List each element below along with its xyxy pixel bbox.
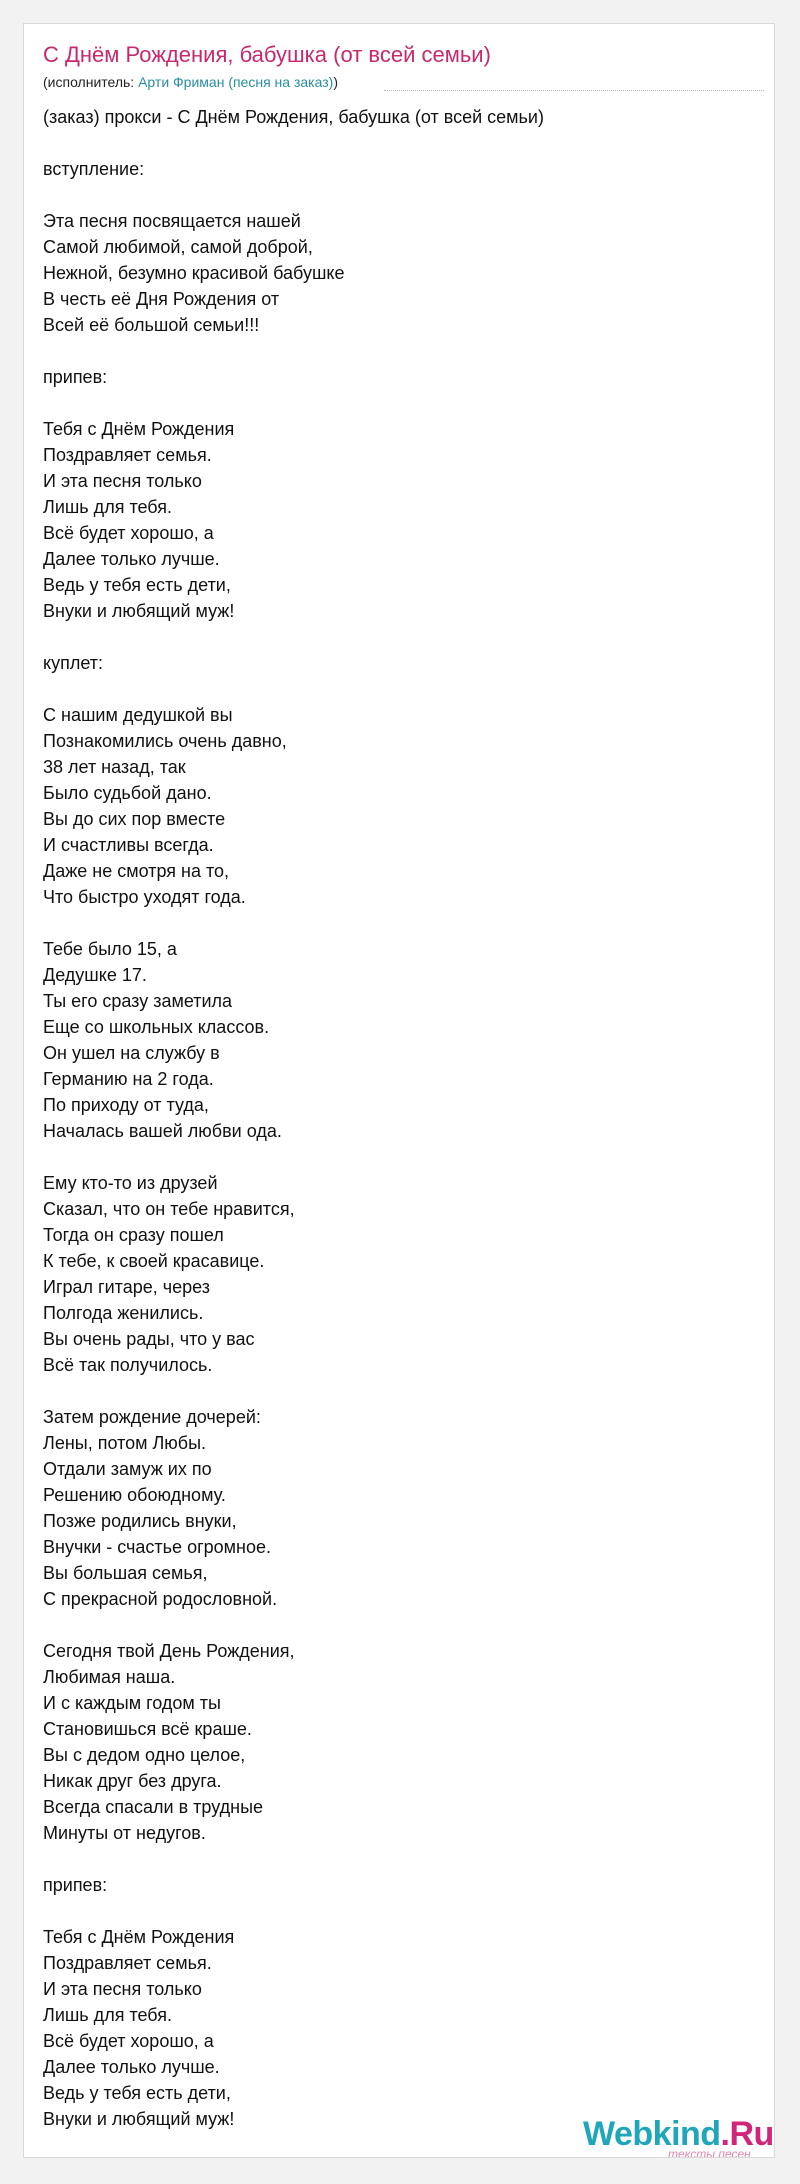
stanza-gap	[43, 1612, 743, 1638]
stanza-gap	[43, 676, 743, 702]
lyric-line: Никак друг без друга.	[43, 1771, 222, 1791]
subtitle-prefix: (исполнитель:	[43, 74, 139, 90]
lyric-line: Самой любимой, самой доброй,	[43, 237, 313, 257]
lyric-line: Любимая наша.	[43, 1667, 176, 1687]
lyric-line: Лишь для тебя.	[43, 497, 172, 517]
lyrics-card	[23, 23, 775, 2158]
stanza-gap	[43, 338, 743, 364]
artist-link[interactable]: Арти Фриман (песня на заказ)	[138, 74, 334, 90]
lyric-line: Германию на 2 года.	[43, 1069, 214, 1089]
lyric-line: Затем рождение дочерей:	[43, 1407, 261, 1427]
lyric-line: Вы до сих пор вместе	[43, 809, 226, 829]
stanza-gap	[43, 1898, 743, 1924]
lyric-line: вступление:	[43, 159, 145, 179]
lyric-line: Всегда спасали в трудные	[43, 1797, 264, 1817]
lyric-line: Решению обоюдному.	[43, 1485, 226, 1505]
lyric-line: Всё будет хорошо, а	[43, 2031, 214, 2051]
lyric-line: Позже родились внуки,	[43, 1511, 237, 1531]
lyric-line: Вы с дедом одно целое,	[43, 1745, 246, 1765]
lyric-line: Ему кто-то из друзей	[43, 1173, 218, 1193]
logo-domain: .Ru	[720, 2115, 774, 2153]
stanza-gap	[43, 390, 743, 416]
lyric-line: С нашим дедушкой вы	[43, 705, 233, 725]
lyric-line: По приходу от туда,	[43, 1095, 209, 1115]
stanza-gap	[43, 1378, 743, 1404]
lyric-line: Внуки и любящий муж!	[43, 2109, 235, 2129]
lyric-line: Внучки - счастье огромное.	[43, 1537, 272, 1557]
lyric-line: Было судьбой дано.	[43, 783, 212, 803]
lyric-line: Отдали замуж их по	[43, 1459, 212, 1479]
lyric-line: Полгода женились.	[43, 1303, 204, 1323]
lyric-line: (заказ) прокси - С Днём Рождения, бабушка (от всей семьи)	[43, 107, 544, 127]
lyric-line: Дедушке 17.	[43, 965, 147, 985]
lyric-line: Минуты от недугов.	[43, 1823, 206, 1843]
lyric-line: И счастливы всегда.	[43, 835, 214, 855]
lyric-line: Всей её большой семьи!!!	[43, 315, 260, 335]
lyric-line: Становишься всё краше.	[43, 1719, 252, 1739]
lyric-line: 38 лет назад, так	[43, 757, 186, 777]
lyric-line: Ведь у тебя есть дети,	[43, 2083, 231, 2103]
lyric-line: Что быстро уходят года.	[43, 887, 246, 907]
lyric-line: припев:	[43, 1875, 108, 1895]
lyric-line: Тогда он сразу пошел	[43, 1225, 224, 1245]
logo-tagline: тексты песен	[668, 2147, 751, 2158]
lyric-line: Тебя с Днём Рождения	[43, 1927, 235, 1947]
site-logo[interactable]	[583, 2116, 773, 2158]
lyric-line: Эта песня посвящается нашей	[43, 211, 301, 231]
page-title: С Днём Рождения, бабушка (от всей семьи)	[43, 42, 491, 67]
lyric-line: Тебя с Днём Рождения	[43, 419, 235, 439]
dotted-divider	[384, 90, 764, 91]
lyric-line: припев:	[43, 367, 108, 387]
lyric-line: Тебе было 15, а	[43, 939, 177, 959]
lyrics-text	[43, 104, 743, 2132]
lyric-line: Лишь для тебя.	[43, 2005, 172, 2025]
lyric-line: Даже не смотря на то,	[43, 861, 230, 881]
lyric-line: В честь её Дня Рождения от	[43, 289, 280, 309]
lyric-line: Далее только лучше.	[43, 2057, 220, 2077]
lyric-line: Лены, потом Любы.	[43, 1433, 207, 1453]
lyric-line: Всё так получилось.	[43, 1355, 213, 1375]
lyric-line: куплет:	[43, 653, 103, 673]
lyric-line: Вы очень рады, что у вас	[43, 1329, 255, 1349]
lyric-line: И с каждым годом ты	[43, 1693, 221, 1713]
subtitle-suffix: )	[333, 74, 338, 90]
lyric-line: Поздравляет семья.	[43, 445, 212, 465]
lyric-line: Играл гитаре, через	[43, 1277, 210, 1297]
lyric-line: Познакомились очень давно,	[43, 731, 287, 751]
lyric-line: К тебе, к своей красавице.	[43, 1251, 265, 1271]
stanza-gap	[43, 624, 743, 650]
lyric-line: Нежной, безумно красивой бабушке	[43, 263, 345, 283]
lyric-line: Вы большая семья,	[43, 1563, 208, 1583]
logo-brand: Webkind	[583, 2115, 721, 2153]
lyric-line: Еще со школьных классов.	[43, 1017, 270, 1037]
lyric-line: Всё будет хорошо, а	[43, 523, 214, 543]
lyric-line: С прекрасной родословной.	[43, 1589, 278, 1609]
lyric-line: Он ушел на службу в	[43, 1043, 220, 1063]
lyric-line: Сегодня твой День Рождения,	[43, 1641, 295, 1661]
lyric-line: Ты его сразу заметила	[43, 991, 233, 1011]
artist-line	[43, 73, 775, 91]
stanza-gap	[43, 1846, 743, 1872]
lyric-line: Ведь у тебя есть дети,	[43, 575, 231, 595]
lyric-line: И эта песня только	[43, 1979, 202, 1999]
stanza-gap	[43, 130, 743, 156]
lyric-line: Далее только лучше.	[43, 549, 220, 569]
lyric-line: Внуки и любящий муж!	[43, 601, 235, 621]
stanza-gap	[43, 1144, 743, 1170]
stanza-gap	[43, 182, 743, 208]
lyric-line: Началась вашей любви ода.	[43, 1121, 282, 1141]
lyric-line: Сказал, что он тебе нравится,	[43, 1199, 295, 1219]
stanza-gap	[43, 910, 743, 936]
lyric-line: И эта песня только	[43, 471, 202, 491]
lyric-line: Поздравляет семья.	[43, 1953, 212, 1973]
